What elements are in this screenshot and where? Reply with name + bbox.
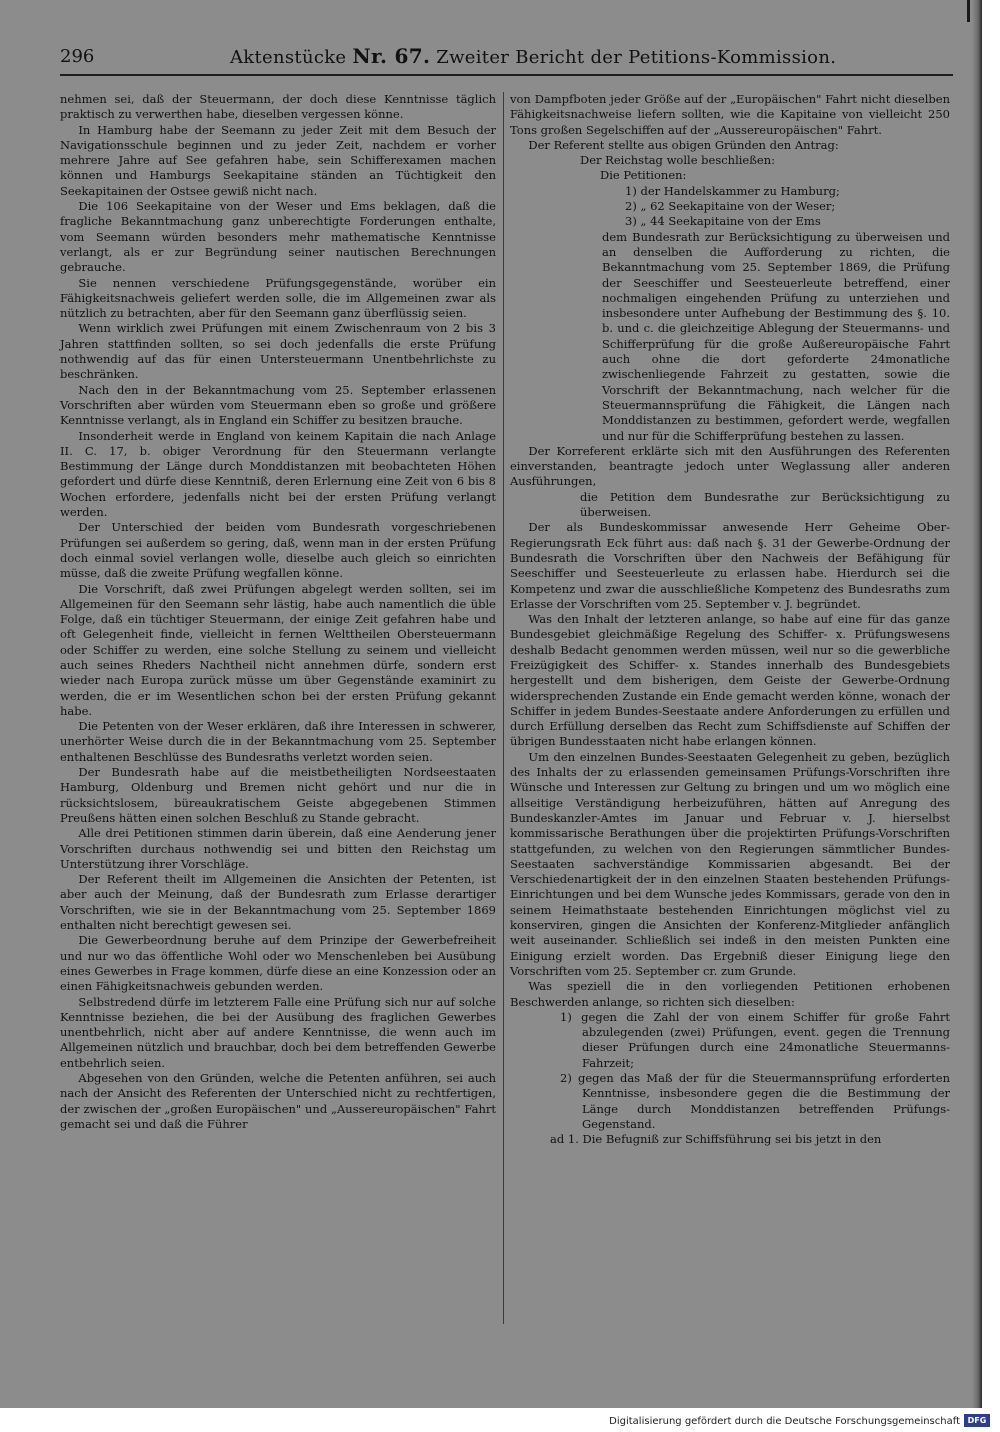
page-number: 296 — [60, 46, 95, 67]
paragraph: Die Petenten von der Weser erklären, daß ihre Interessen in schwerer, unerhörter Weise durch die in der Bekanntmachung vom 25. September enthaltenen Beschlüsse des Bundesraths verletzt worden seien. — [60, 719, 496, 764]
document-number: Nr. 67. — [352, 44, 431, 68]
digitization-credit: Digitalisierung gefördert durch die Deutsche Forschungsgemeinschaft — [609, 1416, 960, 1427]
paragraph: Insonderheit werde in England von keinem Kapitain die nach Anlage II. C. 17, b. obiger Verordnung für den Steuermann verlangte Bestimmung der Länge durch Monddistanzen mit beobachteten Höhen gefordert und dürfe diese Kenntniß, deren Erlernung eine Zeit von 6 bis 8 Wochen erfordere, jedenfalls nicht bei der ersten Prüfung verlangt werden. — [60, 428, 496, 520]
paragraph: Alle drei Petitionen stimmen darin überein, daß eine Aenderung jener Vorschriften durchaus nothwendig sei und bitten den Reichstag um Unterstützung ihrer Vorschläge. — [60, 826, 496, 871]
right-column — [510, 92, 950, 1147]
paragraph: Die Gewerbeordnung beruhe auf dem Prinzipe der Gewerbefreiheit und nur wo das öffentliche Wohl oder wo Menschenleben bei Ausübung eines Gewerbes in Frage kommen, dürfe diese an eine Konzession oder an einen Fähigkeitsnachweis gebunden werden. — [60, 933, 496, 994]
paragraph: Der Korreferent erklärte sich mit den Ausführungen des Referenten einverstanden, beantragte jedoch unter Weglassung aller anderen Ausführungen, — [510, 443, 950, 489]
paragraph: Nach den in der Bekanntmachung vom 25. September erlassenen Vorschriften aber würden vom Steuermann eben so große und größere Kenntnisse verlangt, als in England ein Schiffer zu besitzen brauche. — [60, 382, 496, 428]
petition-item: 2) „ 62 Seekapitaine von der Weser; — [625, 199, 836, 214]
complaint-item: 2) gegen das Maß der für die Steuermannsprüfung erforderten Kenntnisse, insbesondere gegen die die Bestimmung der Länge durch Monddistanzen betreffenden Prüfungs-Gegenstand. — [560, 1071, 950, 1131]
paragraph: Der Unterschied der beiden vom Bundesrath vorgeschriebenen Prüfungen sei außerdem so gering, daß, wenn man in der ersten Prüfung doch einmal soviel verlangen wolle, dieselbe auch gleich so einrichten müsse, daß die zweite Prüfung wegfallen könne. — [60, 520, 496, 581]
paragraph: Wenn wirklich zwei Prüfungen mit einem Zwischenraum von 2 bis 3 Jahren stattfinden sollten, so sei doch jedenfalls die erste Prüfung nothwendig auf das für einen Untersteuermann Unentbehrlichste zu beschränken. — [60, 321, 496, 382]
paragraph: Die 106 Seekapitaine von der Weser und Ems beklagen, daß die fragliche Bekanntmachung ganz unberechtigte Forderungen enthalte, vom Seemann würden besonders mehr mathematische Kenntnisse verlangt, als er zur Begründung seiner nautischen Berechnungen gebrauche. — [60, 199, 496, 275]
paragraph: Selbstredend dürfe im letzterem Falle eine Prüfung sich nur auf solche Kenntnisse beziehen, die bei der Ausübung des fraglichen Gewerbes unentbehrlich, nicht aber auf andere Kenntnisse, die wenn auch im Allgemeinen nützlich und brauchbar, doch bei dem betreffenden Gewerbe entbehrlich seien. — [60, 994, 496, 1070]
paragraph: Die Vorschrift, daß zwei Prüfungen abgelegt werden sollten, sei im Allgemeinen für den Seemann sehr lästig, habe auch namentlich die üble Folge, daß ein tüchtiger Steuermann, der einige Zeit gefahren habe und oft Gelegenheit finde, vielleicht in fernen Welttheilen Obersteuermann oder Schiffer zu werden, eine solche Stellung zu seinem und vielleicht auch seines Rheders Nachtheil nicht annehmen dürfe, sondern erst wieder nach Europa zurück müsse um über Gegenstände examinirt zu werden, die er im Wesentlichen schon bei der ersten Prüfung gekannt habe. — [60, 581, 496, 718]
motion-line: Der Referent stellte aus obigen Gründen den Antrag: — [528, 137, 839, 152]
left-column — [60, 92, 496, 1132]
paragraph: Sie nennen verschiedene Prüfungsgegenstände, worüber ein Fähigkeitsnachweis geliefert werden solle, die im Allgemeinen zwar als nützlich zu betrachten, aber für den Seemann ganz überflüssig seien. — [60, 275, 496, 321]
running-title-suffix: Zweiter Bericht der Petitions-Kommission. — [436, 47, 837, 68]
petition-item: 1) der Handelskammer zu Hamburg; — [625, 183, 840, 198]
running-title — [230, 44, 836, 68]
petition-item: 3) „ 44 Seekapitaine von der Ems — [625, 214, 821, 229]
paragraph: Abgesehen von den Gründen, welche die Petenten anführen, sei auch nach der Ansicht des Referenten der Unterschied nicht zu rechtfertigen, der zwischen der „großen Europäischen" und „Aussereuropäischen" Fahrt gemacht sei und daß die Führer — [60, 1071, 496, 1131]
dfg-logo-icon: DFG — [964, 1414, 990, 1427]
paragraph: Was speziell die in den vorliegenden Petitionen erhobenen Beschwerden anlange, so richten sich dieselben: — [510, 979, 950, 1009]
column-divider — [503, 92, 504, 1324]
page-header — [60, 42, 960, 74]
paragraph: Der Referent theilt im Allgemeinen die Ansichten der Petenten, ist aber auch der Meinung, daß der Bundesrath zum Erlasse derartiger Vorschriften, wie sie in der Bekanntmachung vom 25. September 1869 enthalten nicht berechtigt gewesen sei. — [60, 872, 496, 933]
koreferent-motion: die Petition dem Bundesrathe zur Berücksichtigung zu überweisen. — [580, 489, 950, 520]
resolution-line: Der Reichstag wolle beschließen: — [580, 153, 775, 168]
page-footer — [0, 1408, 1000, 1432]
paragraph: nehmen sei, daß der Steuermann, der doch diese Kenntnisse täglich praktisch zu verwerthen habe, dieselben vergessen könne. — [60, 92, 496, 122]
referral-text: dem Bundesrath zur Berücksichtigung zu überweisen und an denselben die Aufforderung zu richten, die Bekanntmachung vom 25. September 1869, die Prüfung der Seeschiffer und Seesteuerleute betreffend, einer nochmaligen eingehenden Prüfung zu unterziehen und insbesondere unter Aufhebung der Bestimmung des §. 10. b. und c. die gleichzeitige Ablegung der Steuermanns- und Schifferprüfung für die große Außereuropäische Fahrt auch ohne die dort geforderte 24monatliche zwischenliegende Fahrzeit zu gestatten, sowie die Vorschrift der Bekanntmachung, nach welcher für die Steuermannsprüfung die Fähigkeit, die Längen nach Monddistanzen zu bestimmen, gefordert werde, wegfallen und nur für die Schifferprüfung bestehen zu lassen. — [602, 229, 950, 443]
paragraph: Was den Inhalt der letzteren anlange, so habe auf eine für das ganze Bundesgebiet gleichmäßige Regelung des Schiffer- x. Prüfungswesens deshalb Bedacht genommen werden müssen, weil nur so die gewerbliche Freizügigkeit des Schiffer- x. Standes innerhalb des Bundesgebiets hergestellt und dem bisherigen, dem Geiste der Gewerbe-Ordnung widersprechenden Zustande ein Ende gemacht werden könne, wonach der Schiffer in jedem Bundes-Seestaate andere Anforderungen zu erfüllen und durch Erfüllung derselben das Recht zum Schiffsdienste auf Schiffen der übrigen Bundesstaaten nicht habe erlangen können. — [510, 612, 950, 749]
paragraph: von Dampfboten jeder Größe auf der „Europäischen" Fahrt nicht dieselben Fähigkeitsnachweise liefern sollten, wie die Kapitaine von vielleicht 250 Tons großen Segelschiffen auf der „Aussereuropäischen" Fahrt. — [510, 92, 950, 137]
petitions-label: Die Petitionen: — [600, 168, 687, 183]
paragraph: In Hamburg habe der Seemann zu jeder Zeit mit dem Besuch der Navigationsschule beginnen und zu jeder Zeit, nachdem er vorher mehrere Jahre auf See gefahren habe, sein Schifferexamen machen können und Hamburgs Seekapitaine ständen an Tüchtigkeit den Seekapitainen der Ostsee gewiß nicht nach. — [60, 122, 496, 198]
running-title-prefix: Aktenstücke — [230, 47, 347, 68]
page-edge-mark — [967, 0, 970, 22]
paragraph: Um den einzelnen Bundes-Seestaaten Gelegenheit zu geben, bezüglich des Inhalts der zu erlassenden gemeinsamen Prüfungs-Vorschriften ihre Wünsche und Interessen zur Geltung zu bringen und um wo möglich eine allseitige Verständigung herbeizuführen, hätten auf Anregung des Bundeskanzler-Amtes im Januar und Februar v. J. hierselbst kommissarische Berathungen über die projektirten Prüfungs-Vorschriften stattgefunden, zu welchen von den Regierungen sämmtlicher Bundes-Seestaaten sachverständige Kommissarien abgesandt. Bei der Verschiedenartigkeit der in den einzelnen Staaten bestehenden Prüfungs-Einrichtungen und bei dem Wunsche jedes Kommissars, gerade von den in seinem Heimathstaate bestehenden Einrichtungen möglichst viel zu konserviren, gingen die Ansichten der Konferenz-Mitglieder anfänglich weit auseinander. Schließlich sei indeß in den meisten Punkten eine Einigung erzielt worden. Das Ergebniß dieser Einigung liege den Vorschriften vom 25. September cr. zum Grunde. — [510, 749, 950, 978]
ad-line: ad 1. Die Befugniß zur Schiffsführung sei bis jetzt in den — [550, 1132, 882, 1147]
paragraph: Der als Bundeskommissar anwesende Herr Geheime Ober-Regierungsrath Eck führt aus: daß nach §. 31 der Gewerbe-Ordnung der Bundesrath die Vorschriften über den Nachweis der Befähigung für Seeschiffer und Seesteuerleute zu erlassen habe. Hierdurch sei die Kompetenz und zwar die ausschließliche Kompetenz des Bundesraths zum Erlasse der Vorschriften vom 25. September v. J. begründet. — [510, 520, 950, 611]
complaint-item: 1) gegen die Zahl der von einem Schiffer für große Fahrt abzulegenden (zwei) Prüfungen, event. gegen die Trennung dieser Prüfungen durch eine 24monatliche Steuermanns-Fahrzeit; — [560, 1009, 950, 1070]
paragraph: Der Bundesrath habe auf die meistbetheiligten Nordseestaaten Hamburg, Oldenburg und Bremen nicht gehört und nur die in rücksichtslosem, büreaukratischem Geiste abgegebenen Stimmen Preußens hätten einen solchen Beschluß zu Stande gebracht. — [60, 765, 496, 825]
header-rule — [60, 74, 953, 76]
